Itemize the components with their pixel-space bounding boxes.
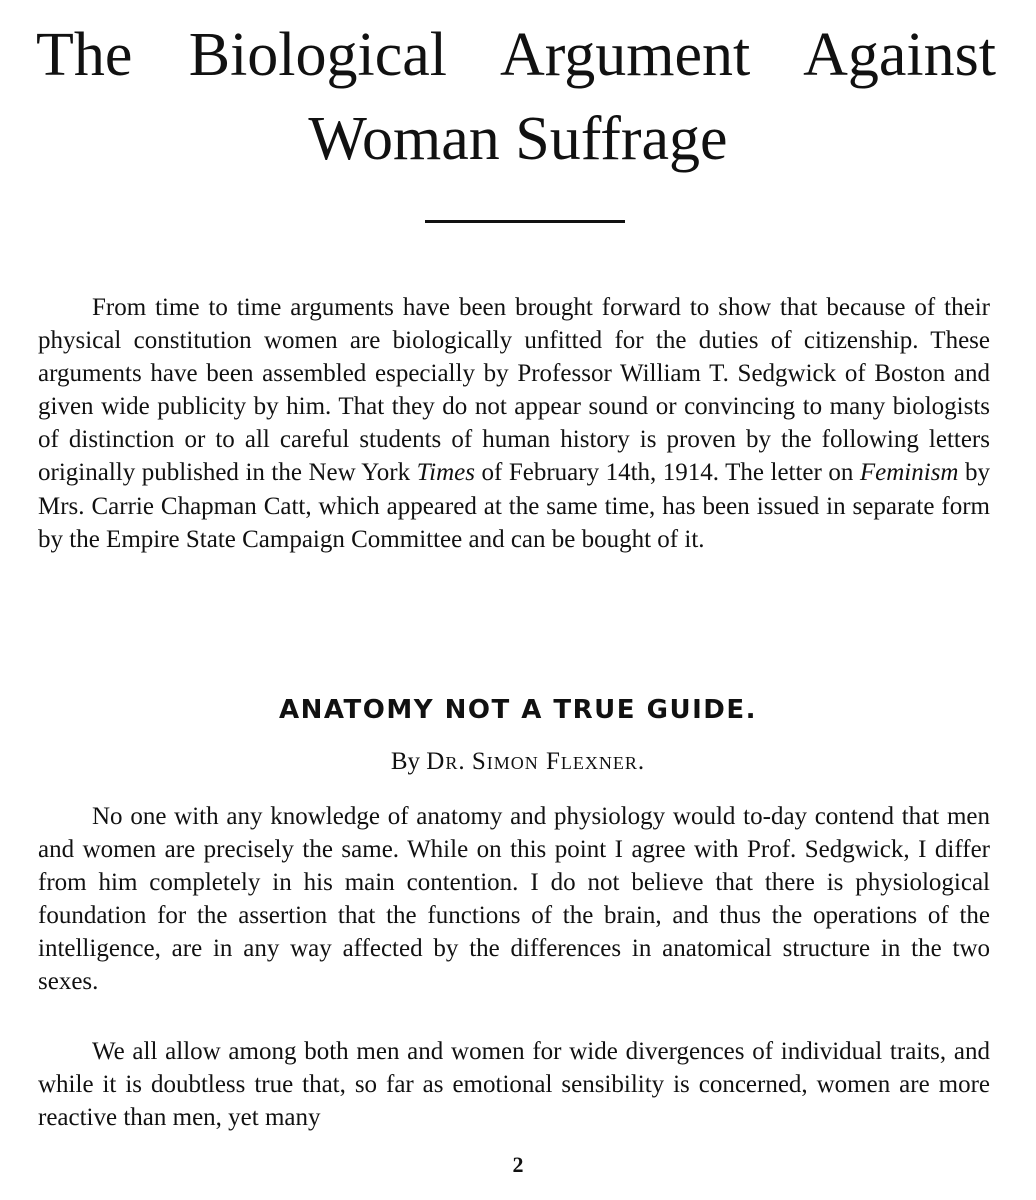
intro-paragraph <box>38 291 990 556</box>
title-line-1: The Biological Argument Against <box>36 21 996 89</box>
section-heading: ANATOMY NOT A TRUE GUIDE. <box>279 695 757 725</box>
byline <box>0 748 1036 776</box>
title-divider <box>425 220 625 223</box>
title-line-2: Woman Suffrage <box>308 105 728 173</box>
intro-text-part1: From time to time arguments have been brought forward to show that because of their physical constitution women are biologically unfitted for the duties of citizenship. These arguments have been assembled especially by Professor William T. Sedgwick of Boston and given wide publicity by him. That they do not appear sound or convincing to many biologists of distinction or to all careful students of human history is proven by the following letters originally published in the New York <box>38 294 990 487</box>
intro-italic-feminism: Feminism <box>859 459 959 487</box>
body-paragraph-1: No one with any knowledge of anatomy and physiology would to-day contend that men and women are precisely the same. While on this point I agree with Prof. Sedgwick, I differ from him completely in his main contention. I do not believe that there is physiological foundation for the assertion that the functions of the brain, and thus the operations of the intelligence, are in any way affected by the differences in anatomical structure in the two sexes. <box>38 803 990 996</box>
byline-title: Dr. <box>426 748 466 775</box>
body-paragraph-2: We all allow among both men and women for wide divergences of individual traits, and while it is doubtless true that, so far as emotional sensibility is concerned, women are more reactive than men, yet many <box>38 1038 990 1132</box>
intro-text-part2: of February 14th, 1914. The letter on <box>475 459 860 487</box>
intro-italic-times: Times <box>416 459 475 487</box>
byline-by: By <box>390 748 421 775</box>
intro-text-part3: by Mrs. Carrie Chapman Catt, which appeared at the same time, has been issued in separate form by the Empire State Campaign Committee and can be bought of it. <box>38 459 990 553</box>
byline-author: Simon Flexner. <box>471 748 646 775</box>
page-number: 2 <box>512 1152 524 1177</box>
